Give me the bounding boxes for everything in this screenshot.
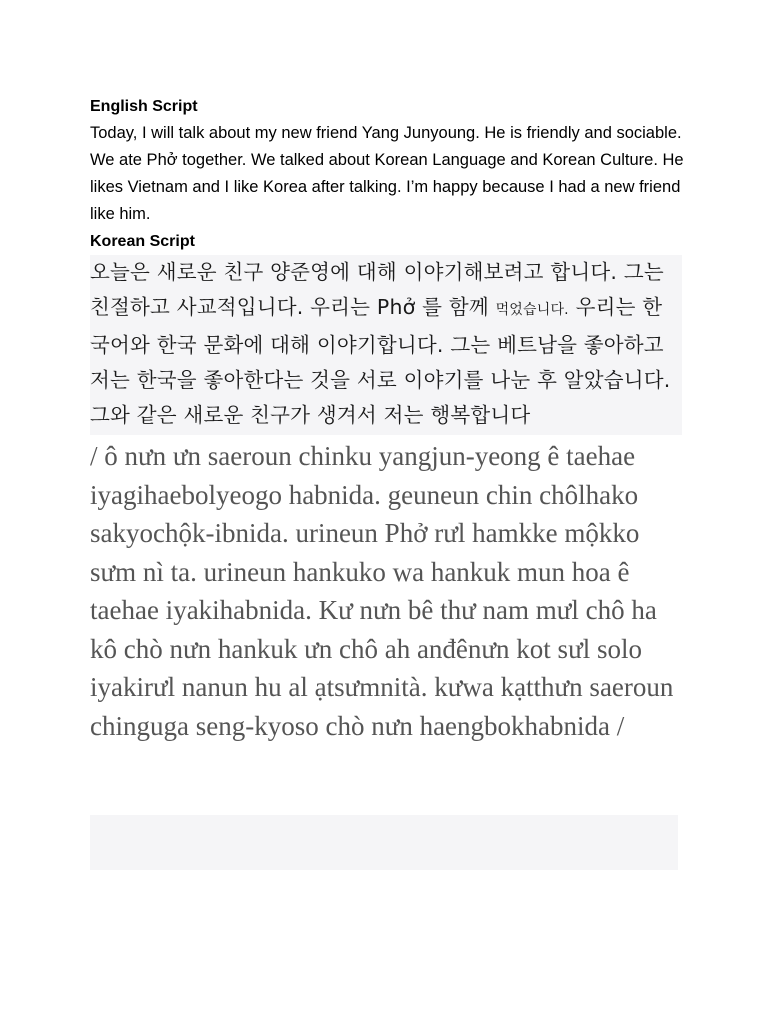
document-content [90, 93, 690, 745]
korean-line-2: 그는 친절하고 사교적입니다. 우리는 Phở 를 함께 [90, 260, 664, 319]
korean-line-1: 오늘은 새로운 친구 양준영에 대해 이야기해보려고 합니다. [90, 260, 618, 284]
romanized-transcription: / ô nưn ưn saeroun chinku yangjun-yeong ê taehae iyagihaebolyeogo habnida. geuneun chin chôlhako sakyochộk-ibnida. urineun Phở rưl hamkke mộkko sưm nì ta. urineun hankuko wa hankuk mun hoa ê taehae iyakihabnida. Kư nưn bê thư nam mưl chô ha kô chò nưn hankuk ưn chô ah anđênưn kot sưl solo iyakirưl nanun hu al ạtsưmnità. kưwa kạtthưn saeroun chinguga seng-kyoso chò nưn haengbokhabnida / [90, 441, 674, 741]
english-script-body: Today, I will talk about my new friend Yang Junyoung. He is friendly and sociable. We ate Phở together. We talked about Korean Language and Korean Culture. He likes Vietnam and I like Korea after talking. I’m happy because I had a new friend like him. [90, 124, 684, 223]
korean-line-2-small: 먹었습니다. [495, 302, 569, 318]
korean-remaining-text: 우리는 한국어와 한국 문화에 대해 이야기합니다. 그는 베트남을 좋아하고 저는 한국을 좋아한다는 것을 서로 이야기를 나눈 후 알았습니다. 그와 같은 새로운 친구가 생겨서 저는 행복합니다 [90, 295, 671, 427]
korean-script-body [90, 255, 682, 435]
english-script-heading: English Script [90, 98, 198, 115]
korean-script-heading: Korean Script [90, 233, 195, 250]
empty-grey-box [90, 815, 678, 870]
